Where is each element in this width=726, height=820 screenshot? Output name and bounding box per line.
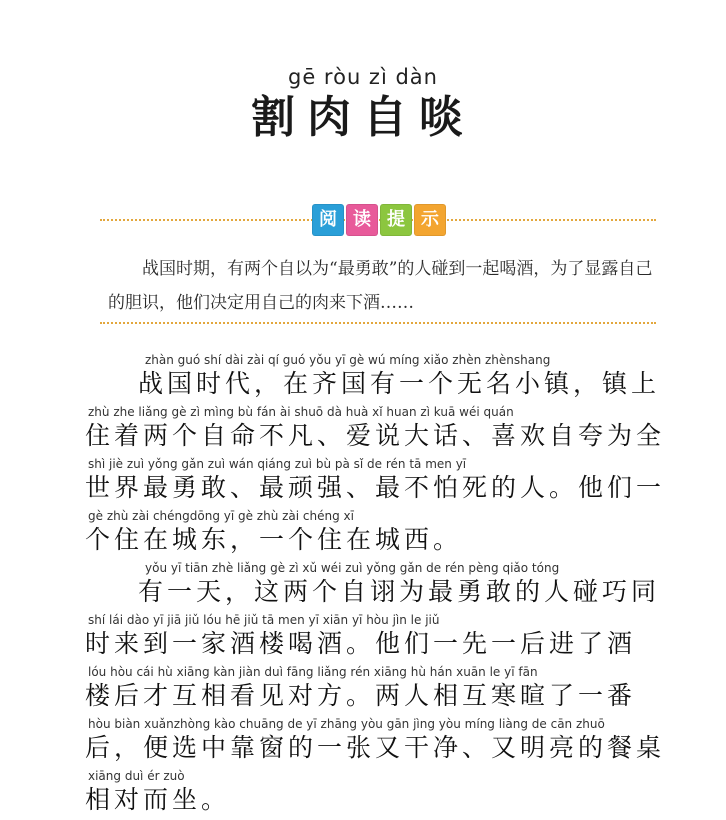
reading-tip-text: 战国时期，有两个自以为“最勇敢”的人碰到一起喝酒，为了显露自己的胆识，他们决定用自己的肉来下酒……	[108, 259, 653, 313]
title-block	[0, 62, 726, 144]
story-line	[0, 664, 726, 716]
line-hanzi: 个住在城东，一个住在城西。	[85, 525, 463, 554]
line-hanzi: 楼后才互相看见对方。两人相互寒暄了一番	[85, 681, 637, 710]
line-hanzi: 战国时代，在齐国有一个无名小镇，镇上	[138, 369, 661, 398]
story-line	[0, 560, 726, 612]
line-pinyin: zhàn guó shí dài zài qí guó yǒu yī gè wú míng xiǎo zhèn zhènshang	[145, 353, 551, 367]
title-pinyin: gē ròu zì dàn	[288, 65, 438, 89]
line-pinyin: lóu hòu cái hù xiāng kàn jiàn duì fāng liǎng rén xiāng hù hán xuān le yī fān	[88, 665, 538, 679]
line-hanzi: 相对而坐。	[85, 785, 231, 814]
line-pinyin: zhù zhe liǎng gè zì mìng bù fán ài shuō dà huà xǐ huan zì kuā wéi quán	[88, 405, 514, 419]
line-hanzi: 时来到一家酒楼喝酒。他们一先一后进了酒	[85, 629, 637, 658]
story-line	[0, 508, 726, 560]
line-pinyin: hòu biàn xuǎnzhòng kào chuāng de yī zhāng yòu gān jìng yòu míng liàng de cān zhuō	[88, 717, 605, 731]
line-hanzi: 后，便选中靠窗的一张又干净、又明亮的餐桌	[85, 733, 666, 762]
story-line	[0, 716, 726, 768]
badge-char: 阅	[312, 204, 344, 236]
line-hanzi: 世界最勇敢、最顽强、最不怕死的人。他们一	[85, 473, 666, 502]
line-pinyin: gè zhù zài chéngdōng yī gè zhù zài chéng xī	[88, 509, 354, 523]
story-line	[0, 768, 726, 820]
story-line	[0, 404, 726, 456]
divider-bottom	[100, 322, 656, 324]
line-hanzi: 住着两个自命不凡、爱说大话、喜欢自夸为全	[85, 421, 666, 450]
story-line	[0, 352, 726, 404]
story-line	[0, 612, 726, 664]
badge-char: 示	[414, 204, 446, 236]
line-pinyin: yǒu yī tiān zhè liǎng gè zì xǔ wéi zuì yǒng gǎn de rén pèng qiǎo tóng	[145, 561, 560, 575]
page-title: 割肉自啖	[251, 92, 475, 143]
badge-char: 提	[380, 204, 412, 236]
story-line	[0, 456, 726, 508]
badge-char: 读	[346, 204, 378, 236]
line-pinyin: shì jiè zuì yǒng gǎn zuì wán qiáng zuì bù pà sǐ de rén tā men yī	[88, 457, 467, 471]
reading-tip-badge	[312, 204, 446, 236]
line-pinyin: xiāng duì ér zuò	[88, 769, 185, 783]
story-body	[0, 352, 726, 820]
line-hanzi: 有一天，这两个自诩为最勇敢的人碰巧同	[138, 577, 661, 606]
line-pinyin: shí lái dào yī jiā jiǔ lóu hē jiǔ tā men yī xiān yī hòu jìn le jiǔ	[88, 613, 440, 627]
